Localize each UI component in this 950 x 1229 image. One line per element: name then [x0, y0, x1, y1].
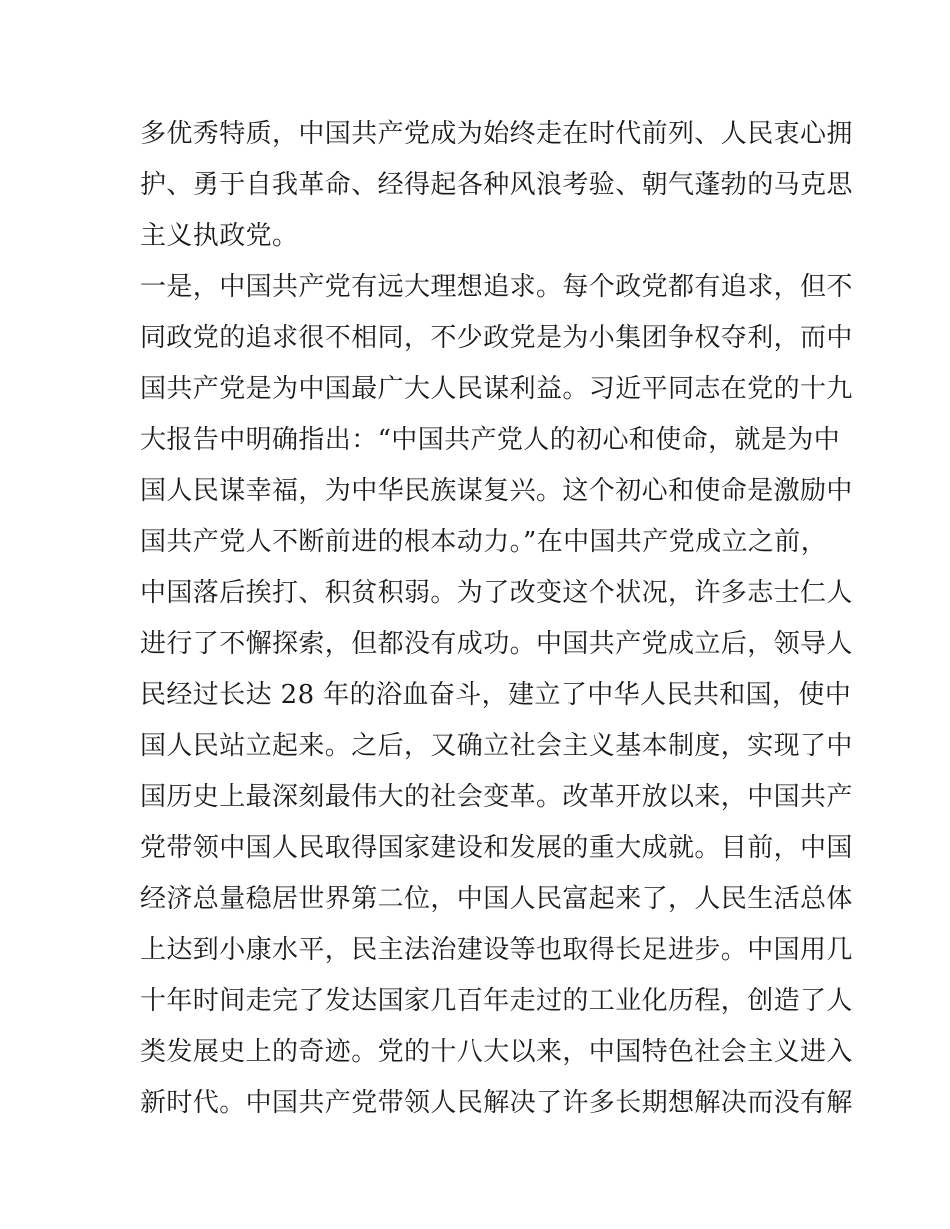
text-line: 进行了不懈探索，但都没有成功。中国共产党成立后，领导人 — [140, 629, 853, 659]
text-line: 多优秀特质，中国共产党成为始终走在时代前列、人民衷心拥 — [140, 119, 853, 149]
text-line: 国共产党是为中国最广大人民谋利益。习近平同志在党的十九 — [140, 374, 853, 404]
text-line: 国人民谋幸福，为中华民族谋复兴。这个初心和使命是激励中 — [140, 476, 853, 506]
text-line: 类发展史上的奇迹。党的十八大以来，中国特色社会主义进入 — [140, 1037, 853, 1067]
text-line: 国人民站立起来。之后，又确立社会主义基本制度，实现了中 — [140, 731, 853, 761]
text-line: 一是，中国共产党有远大理想追求。每个政党都有追求，但不 — [140, 272, 853, 302]
body-text — [140, 109, 853, 1129]
text-line: 护、勇于自我革命、经得起各种风浪考验、朝气蓬勃的马克思 — [140, 170, 853, 200]
text-line: 经济总量稳居世界第二位，中国人民富起来了，人民生活总体 — [140, 884, 853, 914]
text-line: 党带领中国人民取得国家建设和发展的重大成就。目前，中国 — [140, 833, 853, 863]
text-line: 国共产党人不断前进的根本动力。”在中国共产党成立之前， — [140, 527, 828, 557]
text-line: 中国落后挨打、积贫积弱。为了改变这个状况，许多志士仁人 — [140, 578, 853, 608]
text-line: 十年时间走完了发达国家几百年走过的工业化历程，创造了人 — [140, 986, 853, 1016]
text-line: 大报告中明确指出：“中国共产党人的初心和使命，就是为中 — [140, 425, 841, 455]
text-line: 同政党的追求很不相同，不少政党是为小集团争权夺利，而中 — [140, 323, 853, 353]
text-line: 上达到小康水平，民主法治建设等也取得长足进步。中国用几 — [140, 935, 853, 965]
text-line: 民经过长达 28 年的浴血奋斗，建立了中华人民共和国，使中 — [140, 680, 852, 710]
text-line: 主义执政党。 — [140, 221, 299, 251]
text-line: 新时代。中国共产党带领人民解决了许多长期想解决而没有解 — [140, 1088, 853, 1118]
text-line: 国历史上最深刻最伟大的社会变革。改革开放以来，中国共产 — [140, 782, 853, 812]
